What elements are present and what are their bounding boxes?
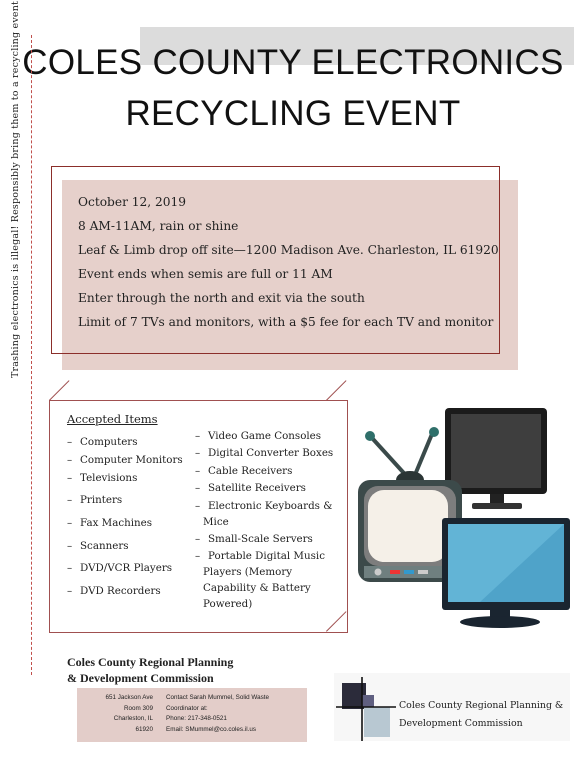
sidebar-message: Trashing electronics is illegal! Responsibly bring them to a recycling event (10, 0, 21, 378)
title-line-1: COLES COUNTY ELECTRONICS (22, 43, 564, 82)
flatscreen-tv-icon (442, 518, 570, 628)
accepted-items-title: Accepted Items (67, 412, 158, 426)
address-block: 651 Jackson Ave Room 309 Charleston, IL 61920 (105, 694, 153, 733)
footer-org-name: Coles County Regional Planning & Development Commission (67, 655, 234, 685)
logo-text: Coles County Regional Planning & Development Commission (399, 700, 564, 729)
event-end: Event ends when semis are full or 11 AM (78, 267, 333, 281)
event-entry: Enter through the north and exit via the south (78, 291, 365, 305)
event-time: 8 AM-11AM, rain or shine (78, 219, 239, 233)
contact-block: Contact Sarah Mummel, Solid Waste Coordinator at: Phone: 217-348-0521 Email: SMummel@co.coles.il.us (166, 694, 270, 733)
event-location: Leaf & Limb drop off site—1200 Madison Ave. Charleston, IL 61920 (78, 243, 499, 257)
logo-icon (336, 677, 396, 741)
accepted-items-col1: – Computers – Computer Monitors – Televisions – Printers – Fax Machines – Scanners – DVD/VCR Players – DVD Recorders (67, 436, 183, 597)
tv-illustration (350, 400, 575, 635)
event-limit: Limit of 7 TVs and monitors, with a $5 fee for each TV and monitor (78, 315, 494, 329)
accepted-items-col2: – Video Game Consoles – Digital Converter Boxes – Cable Receivers – Satellite Receivers – Electronic Keyboards & Mice – Small-Scale Servers – Portable Digital Music Players (Memory Capability & Battery Powered) (195, 430, 334, 610)
title-line-2: RECYCLING EVENT (125, 94, 461, 133)
event-date: October 12, 2019 (78, 195, 187, 209)
